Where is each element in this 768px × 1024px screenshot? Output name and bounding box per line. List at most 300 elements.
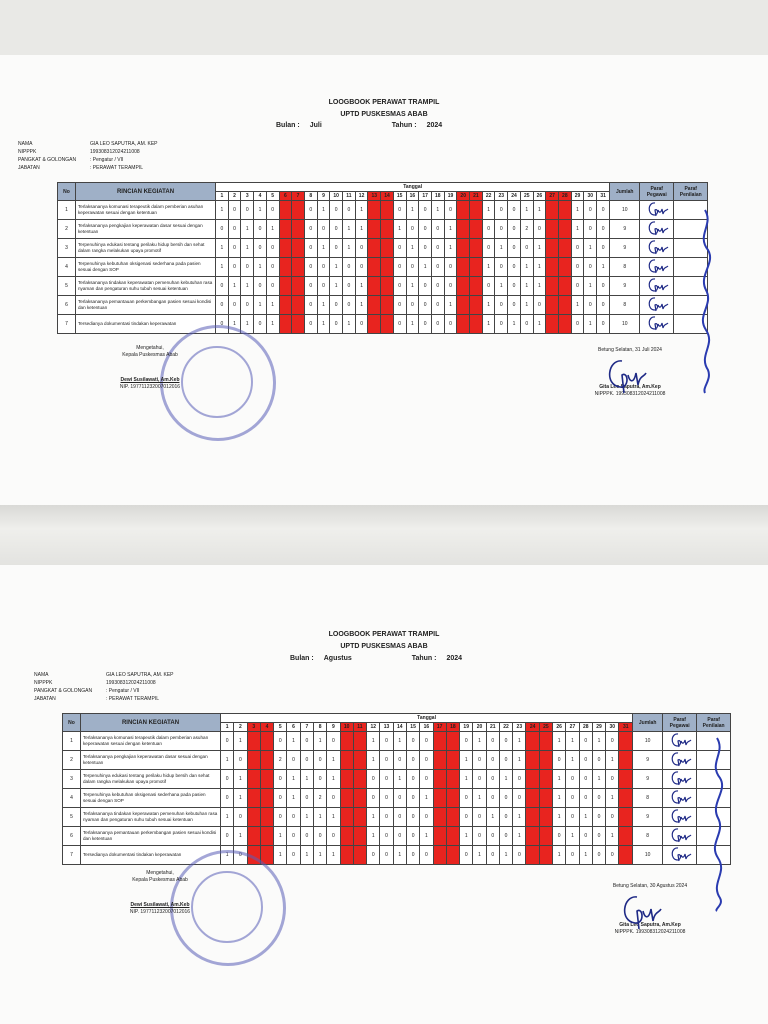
day-cell — [526, 808, 539, 827]
row-jumlah: 10 — [633, 732, 663, 751]
identity-key: NIPPPK — [34, 680, 53, 686]
day-cell — [292, 220, 305, 239]
day-cell: 0 — [482, 277, 495, 296]
day-header: 19 — [444, 192, 457, 201]
row-no: 1 — [58, 201, 76, 220]
day-cell: 0 — [380, 846, 393, 865]
day-cell — [446, 732, 459, 751]
row-jumlah: 10 — [610, 315, 640, 334]
day-cell: 0 — [473, 827, 486, 846]
day-cell: 0 — [482, 220, 495, 239]
day-header: 7 — [300, 723, 313, 732]
day-cell: 1 — [367, 808, 380, 827]
signature-icon — [645, 258, 669, 274]
day-cell — [457, 277, 470, 296]
day-cell: 0 — [330, 239, 343, 258]
day-cell — [457, 315, 470, 334]
day-cell: 1 — [234, 789, 247, 808]
day-cell — [260, 789, 273, 808]
day-cell: 2 — [520, 220, 533, 239]
row-jumlah: 9 — [633, 808, 663, 827]
activity-table — [57, 182, 708, 334]
day-cell: 0 — [579, 732, 592, 751]
left-sign-name: Dewi Susilawati, Am.Keb — [130, 902, 190, 908]
day-cell: 0 — [482, 239, 495, 258]
day-header: 21 — [470, 192, 483, 201]
day-cell: 0 — [406, 296, 419, 315]
day-cell: 0 — [406, 732, 419, 751]
day-cell — [353, 808, 366, 827]
table-row — [58, 296, 708, 315]
day-cell — [279, 277, 292, 296]
day-cell: 0 — [304, 258, 317, 277]
day-cell: 0 — [486, 732, 499, 751]
day-cell: 1 — [533, 239, 546, 258]
tahun-label: Tahun : — [411, 655, 437, 662]
day-cell — [539, 770, 552, 789]
day-cell — [619, 770, 633, 789]
day-cell: 1 — [274, 827, 287, 846]
day-cell — [470, 220, 483, 239]
day-cell — [546, 277, 559, 296]
day-cell: 0 — [216, 296, 229, 315]
day-cell — [446, 789, 459, 808]
table-row — [63, 827, 731, 846]
day-cell: 0 — [499, 808, 512, 827]
day-header: 10 — [340, 723, 353, 732]
day-cell: 1 — [355, 220, 368, 239]
day-cell: 1 — [520, 277, 533, 296]
day-cell: 1 — [393, 732, 406, 751]
header-no: No — [63, 714, 81, 732]
row-jumlah: 10 — [610, 201, 640, 220]
day-cell: 1 — [406, 201, 419, 220]
day-cell — [368, 277, 381, 296]
day-header: 17 — [419, 192, 432, 201]
day-cell — [546, 258, 559, 277]
day-header: 1 — [216, 192, 229, 201]
day-cell: 1 — [606, 827, 619, 846]
day-cell: 0 — [266, 277, 279, 296]
day-cell: 0 — [216, 315, 229, 334]
day-cell: 0 — [380, 808, 393, 827]
row-desc: Terlaksananya pengkajian keperawatan dasar sesuai dengan ketentuan — [76, 220, 216, 239]
day-cell: 0 — [393, 751, 406, 770]
day-cell: 0 — [495, 220, 508, 239]
page-separator — [0, 505, 768, 565]
right-sign-name: Gita Leo Saputra, Am.Kep — [599, 384, 661, 390]
day-cell — [470, 315, 483, 334]
day-header: 18 — [446, 723, 459, 732]
day-cell: 0 — [393, 258, 406, 277]
day-cell: 0 — [431, 315, 444, 334]
bulan-value: Agustus — [323, 655, 352, 662]
day-cell: 1 — [266, 315, 279, 334]
day-cell: 0 — [317, 220, 330, 239]
day-cell — [539, 751, 552, 770]
day-cell: 0 — [553, 751, 566, 770]
day-header: 4 — [254, 192, 267, 201]
day-cell: 0 — [393, 201, 406, 220]
day-cell — [292, 296, 305, 315]
table-row — [63, 751, 731, 770]
row-no: 4 — [58, 258, 76, 277]
day-cell — [279, 296, 292, 315]
day-cell: 1 — [234, 770, 247, 789]
day-header: 6 — [287, 723, 300, 732]
day-header: 12 — [367, 723, 380, 732]
day-cell: 1 — [571, 296, 584, 315]
day-cell — [340, 827, 353, 846]
day-cell — [433, 770, 446, 789]
day-cell: 0 — [274, 732, 287, 751]
day-header: 13 — [368, 192, 381, 201]
day-cell: 0 — [553, 827, 566, 846]
day-cell: 0 — [419, 239, 432, 258]
day-header: 23 — [513, 723, 526, 732]
table-row — [63, 732, 731, 751]
day-cell: 0 — [473, 770, 486, 789]
day-cell — [446, 751, 459, 770]
day-cell — [470, 239, 483, 258]
day-header: 26 — [533, 192, 546, 201]
signature-icon — [645, 296, 669, 312]
day-cell: 1 — [317, 296, 330, 315]
day-cell: 0 — [254, 315, 267, 334]
day-header: 13 — [380, 723, 393, 732]
row-no: 7 — [63, 846, 81, 865]
day-cell — [260, 770, 273, 789]
day-cell: 1 — [499, 770, 512, 789]
day-cell: 1 — [327, 808, 340, 827]
day-cell: 0 — [495, 296, 508, 315]
day-cell — [292, 201, 305, 220]
day-cell — [368, 296, 381, 315]
day-cell: 0 — [533, 220, 546, 239]
day-cell — [279, 315, 292, 334]
day-header: 11 — [353, 723, 366, 732]
row-desc: Tersedianya dokumentasi tindakan keperawatan — [81, 846, 221, 865]
header-paraf-pegawai: Paraf Pegawai — [640, 183, 674, 201]
day-cell: 0 — [300, 751, 313, 770]
day-cell: 1 — [216, 201, 229, 220]
day-cell: 1 — [553, 789, 566, 808]
day-cell: 1 — [499, 846, 512, 865]
day-cell: 1 — [566, 732, 579, 751]
day-cell — [446, 770, 459, 789]
identity-row — [34, 679, 174, 687]
day-cell: 0 — [343, 258, 356, 277]
day-cell: 0 — [380, 732, 393, 751]
row-desc: Terpenuhinya kebutuhan oksigenasi sederhana pada pasien sesuai dengan SOP — [81, 789, 221, 808]
day-cell: 1 — [571, 220, 584, 239]
day-cell: 0 — [592, 751, 605, 770]
day-cell — [446, 827, 459, 846]
day-cell: 1 — [287, 789, 300, 808]
day-cell: 1 — [393, 846, 406, 865]
day-cell: 0 — [499, 751, 512, 770]
signature-icon — [645, 315, 669, 331]
day-header: 10 — [330, 192, 343, 201]
day-cell: 0 — [367, 846, 380, 865]
day-cell: 1 — [313, 808, 326, 827]
day-cell — [353, 789, 366, 808]
day-cell: 0 — [317, 258, 330, 277]
identity-value: : PERAWAT TERAMPIL — [106, 696, 159, 702]
table-row — [63, 770, 731, 789]
day-cell: 0 — [420, 751, 433, 770]
day-cell: 0 — [221, 770, 234, 789]
day-cell: 0 — [304, 239, 317, 258]
day-cell: 0 — [444, 201, 457, 220]
day-cell: 0 — [584, 220, 597, 239]
day-cell: 0 — [597, 315, 610, 334]
day-header: 15 — [406, 723, 419, 732]
row-no: 2 — [58, 220, 76, 239]
day-cell: 0 — [499, 827, 512, 846]
signature-icon — [668, 808, 692, 824]
day-cell: 1 — [473, 789, 486, 808]
day-cell: 0 — [380, 827, 393, 846]
day-cell: 0 — [228, 258, 241, 277]
day-cell — [457, 258, 470, 277]
day-cell: 0 — [241, 258, 254, 277]
row-no: 1 — [63, 732, 81, 751]
day-cell — [368, 258, 381, 277]
page-title: LOOGBOOK PERAWAT TRAMPIL — [328, 99, 440, 106]
day-cell: 1 — [473, 732, 486, 751]
day-cell: 0 — [254, 277, 267, 296]
day-cell: 1 — [420, 827, 433, 846]
day-cell — [340, 751, 353, 770]
day-cell — [381, 315, 394, 334]
day-cell: 1 — [444, 239, 457, 258]
day-cell — [546, 296, 559, 315]
day-cell: 1 — [228, 315, 241, 334]
day-cell: 0 — [304, 201, 317, 220]
identity-value: : Pengatur / VII — [106, 688, 140, 694]
day-cell — [526, 827, 539, 846]
day-cell — [368, 239, 381, 258]
day-header: 26 — [553, 723, 566, 732]
day-cell: 0 — [313, 751, 326, 770]
day-cell: 1 — [495, 239, 508, 258]
day-cell — [446, 808, 459, 827]
table-row — [63, 808, 731, 827]
day-cell: 0 — [330, 201, 343, 220]
day-cell: 1 — [393, 220, 406, 239]
day-cell: 0 — [420, 732, 433, 751]
row-paraf-pegawai — [640, 296, 674, 315]
identity-value: : PERAWAT TERAMPIL — [90, 165, 143, 171]
day-cell: 0 — [571, 258, 584, 277]
day-header: 5 — [274, 723, 287, 732]
table-row — [63, 789, 731, 808]
day-cell — [368, 201, 381, 220]
day-header: 4 — [260, 723, 273, 732]
identity-key: NAMA — [18, 141, 33, 147]
day-cell: 1 — [317, 201, 330, 220]
day-cell: 1 — [254, 201, 267, 220]
identity-value: 199308312024211008 — [90, 149, 140, 155]
day-cell: 1 — [317, 315, 330, 334]
day-cell: 0 — [355, 239, 368, 258]
day-cell: 1 — [495, 277, 508, 296]
day-cell: 0 — [274, 789, 287, 808]
day-cell: 0 — [566, 846, 579, 865]
day-header: 24 — [508, 192, 521, 201]
row-paraf-pegawai — [640, 315, 674, 334]
day-cell: 0 — [300, 789, 313, 808]
day-cell: 1 — [460, 770, 473, 789]
signature-icon — [645, 201, 669, 217]
day-cell: 1 — [473, 846, 486, 865]
row-paraf-pegawai — [640, 201, 674, 220]
tahun-label: Tahun : — [391, 122, 417, 129]
day-cell: 0 — [241, 296, 254, 315]
day-cell: 0 — [355, 315, 368, 334]
day-cell: 1 — [482, 201, 495, 220]
day-header: 30 — [584, 192, 597, 201]
day-cell: 1 — [241, 220, 254, 239]
row-desc: Terlaksananya pemantauan perkembangan pasien sesuai kondisi dan ketentuan — [81, 827, 221, 846]
day-cell — [619, 808, 633, 827]
day-cell — [292, 258, 305, 277]
day-cell: 0 — [431, 239, 444, 258]
day-cell: 0 — [228, 220, 241, 239]
day-cell — [539, 846, 552, 865]
left-sign-nip: NIP. 197711232007012016 — [129, 909, 191, 915]
day-cell: 0 — [313, 827, 326, 846]
day-cell — [247, 789, 260, 808]
day-cell: 0 — [330, 315, 343, 334]
day-cell: 0 — [380, 751, 393, 770]
day-cell: 1 — [444, 296, 457, 315]
day-header: 22 — [499, 723, 512, 732]
day-cell: 1 — [553, 732, 566, 751]
row-desc: Terlaksananya tindakan keperawatan pemenuhan kebutuhan rasa nyaman dan pengaturan suhu tubuh sesuai ketentuan — [81, 808, 221, 827]
day-cell: 1 — [313, 732, 326, 751]
day-cell: 1 — [533, 201, 546, 220]
tahun-value: 2024 — [446, 655, 463, 662]
day-cell: 0 — [304, 296, 317, 315]
day-header: 3 — [247, 723, 260, 732]
identity-value: : Pengatur / VII — [90, 157, 124, 163]
day-cell — [353, 827, 366, 846]
day-cell: 0 — [499, 732, 512, 751]
day-cell: 1 — [460, 751, 473, 770]
table-row — [58, 315, 708, 334]
identity-block — [34, 671, 174, 703]
day-cell: 0 — [419, 220, 432, 239]
day-cell — [381, 201, 394, 220]
right-sign-name: Gita Leo Saputra, Am.Kep — [619, 922, 681, 928]
day-cell: 0 — [513, 789, 526, 808]
day-cell: 1 — [606, 751, 619, 770]
day-cell — [619, 732, 633, 751]
day-header: 29 — [592, 723, 605, 732]
identity-row — [34, 695, 174, 703]
row-jumlah: 8 — [610, 258, 640, 277]
day-cell: 1 — [584, 315, 597, 334]
identity-value: GIA LEO SAPUTRA, AM. KEP — [90, 141, 158, 147]
day-cell: 2 — [274, 751, 287, 770]
day-cell: 1 — [287, 770, 300, 789]
day-cell: 0 — [606, 732, 619, 751]
day-cell: 0 — [566, 770, 579, 789]
day-cell: 0 — [254, 220, 267, 239]
day-cell: 1 — [300, 770, 313, 789]
day-cell: 1 — [241, 315, 254, 334]
day-cell: 0 — [579, 751, 592, 770]
day-cell — [526, 846, 539, 865]
day-cell — [558, 258, 571, 277]
signature-icon — [668, 770, 692, 786]
day-cell: 0 — [579, 827, 592, 846]
day-cell: 1 — [513, 808, 526, 827]
month-line — [290, 655, 472, 662]
day-cell: 1 — [274, 846, 287, 865]
left-signature-block — [100, 870, 220, 916]
table-row — [63, 846, 731, 865]
day-header: 2 — [228, 192, 241, 201]
day-cell: 0 — [606, 846, 619, 865]
day-cell: 0 — [419, 277, 432, 296]
logbook-page-august — [0, 565, 768, 1024]
identity-value: 199308312024211008 — [106, 680, 156, 686]
day-cell: 0 — [592, 827, 605, 846]
day-header: 16 — [420, 723, 433, 732]
identity-row — [18, 156, 158, 164]
row-desc: Terlaksananya pemantauan perkembangan pasien sesuai kondisi dan ketentuan — [76, 296, 216, 315]
row-paraf-pegawai — [663, 789, 697, 808]
day-cell — [381, 296, 394, 315]
page-subtitle: UPTD PUSKESMAS ABAB — [340, 111, 428, 118]
day-cell: 1 — [241, 277, 254, 296]
day-cell: 0 — [508, 296, 521, 315]
signature-icon — [615, 891, 665, 931]
day-cell: 0 — [304, 277, 317, 296]
identity-key: PANGKAT & GOLONGAN — [34, 688, 93, 694]
day-header: 14 — [381, 192, 394, 201]
day-cell: 0 — [520, 315, 533, 334]
day-header: 25 — [520, 192, 533, 201]
day-cell: 1 — [520, 201, 533, 220]
day-cell — [470, 201, 483, 220]
day-header: 14 — [393, 723, 406, 732]
header-paraf-pegawai: Paraf Pegawai — [663, 714, 697, 732]
day-cell: 0 — [460, 808, 473, 827]
day-cell: 0 — [287, 827, 300, 846]
signature-icon — [690, 205, 720, 395]
identity-row — [18, 140, 158, 148]
day-cell: 0 — [254, 239, 267, 258]
day-cell: 0 — [266, 239, 279, 258]
day-cell: 0 — [221, 827, 234, 846]
day-cell: 1 — [254, 296, 267, 315]
day-cell — [457, 296, 470, 315]
day-cell — [340, 732, 353, 751]
header-rincian: RINCIAN KEGIATAN — [81, 714, 221, 732]
row-desc: Terpenuhinya edukasi tentang perilaku hidup bersih dan sehat dalam rangka melakukan upaya promotif — [81, 770, 221, 789]
day-cell: 1 — [330, 277, 343, 296]
day-cell: 0 — [566, 789, 579, 808]
day-cell — [539, 732, 552, 751]
day-header: 2 — [234, 723, 247, 732]
day-cell: 0 — [327, 789, 340, 808]
day-cell: 1 — [367, 751, 380, 770]
day-header: 15 — [393, 192, 406, 201]
